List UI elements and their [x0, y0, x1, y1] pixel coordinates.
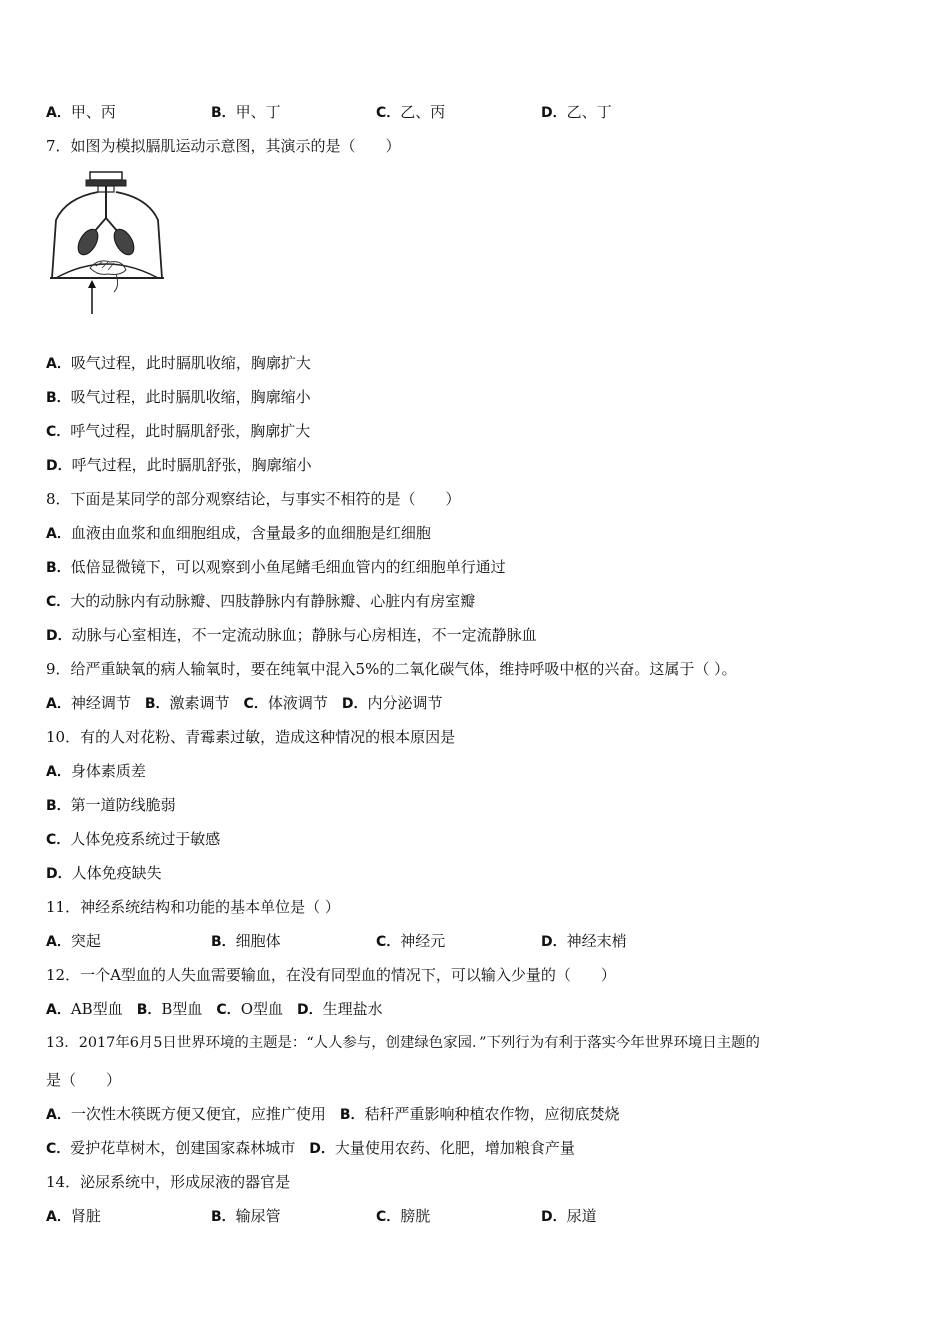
q14-option-a: A．肾脏	[46, 1207, 101, 1225]
q14-options	[46, 1206, 706, 1227]
q6-option-c: C．乙、丙	[376, 103, 446, 121]
q7-option-b: B．吸气过程，此时膈肌收缩，胸廓缩小	[46, 388, 311, 406]
q7-stem: 7．如图为模拟膈肌运动示意图，其演示的是（ ）	[46, 137, 401, 155]
q7-option-a: A．吸气过程，此时膈肌收缩，胸廓扩大	[46, 354, 311, 372]
q9-options	[46, 693, 442, 714]
q14-option-b: B．输尿管	[211, 1207, 281, 1225]
q7-option-d: D．呼气过程，此时膈肌舒张，胸廓缩小	[46, 456, 312, 474]
q12-option-c: C．O型血	[216, 1000, 283, 1018]
q8-option-a: A．血液由血浆和血细胞组成，含量最多的血细胞是红细胞	[46, 524, 431, 542]
q11-option-b: B．细胞体	[211, 932, 281, 950]
q14-option-c: C．膀胱	[376, 1207, 431, 1225]
q9-option-c: C．体液调节	[243, 694, 328, 712]
q12-option-d: D．生理盐水	[297, 1000, 383, 1018]
q8-option-c: C．大的动脉内有动脉瓣、四肢静脉内有静脉瓣、心脏内有房室瓣	[46, 592, 476, 610]
q12-options	[46, 999, 383, 1020]
q11-option-a: A．突起	[46, 932, 101, 950]
q14-stem: 14．泌尿系统中，形成尿液的器官是	[46, 1173, 291, 1191]
q10-option-a: A．身体素质差	[46, 762, 146, 780]
q12-option-a: A．AB型血	[46, 1000, 123, 1018]
q13-option-b: B．秸秆严重影响种植农作物，应彻底焚烧	[339, 1105, 620, 1123]
q7-option-c: C．呼气过程，此时膈肌舒张，胸廓扩大	[46, 422, 311, 440]
q13-options-ab	[46, 1104, 620, 1125]
q9-stem: 9．给严重缺氧的病人输氧时，要在纯氧中混入5%的二氧化碳气体，维持呼吸中枢的兴奋。这属于（ ）。	[46, 660, 737, 678]
q9-option-b: B．激素调节	[144, 694, 230, 712]
q12-option-b: B．B型血	[136, 1000, 203, 1018]
q13-option-a: A．一次性木筷既方便又便宜，应推广使用	[46, 1105, 326, 1123]
q6-option-a: A．甲、丙	[46, 103, 116, 121]
q11-option-c: C．神经元	[376, 932, 446, 950]
q14-option-d: D．尿道	[541, 1207, 597, 1225]
q6-option-d: D．乙、丁	[541, 103, 612, 121]
q13-stem-line2: 是（ ）	[46, 1071, 122, 1089]
q6-options	[46, 102, 706, 123]
q9-option-d: D．内分泌调节	[341, 694, 443, 712]
q8-stem: 8．下面是某同学的部分观察结论，与事实不相符的是（ ）	[46, 490, 461, 508]
q8-option-d: D．动脉与心室相连，不一定流动脉血；静脉与心房相连，不一定流静脉血	[46, 626, 537, 644]
q10-option-d: D．人体免疫缺失	[46, 864, 162, 882]
bell-jar-diaphragm-model-icon	[46, 170, 168, 320]
q13-option-c: C．爱护花草树木，创建国家森林城市	[46, 1139, 296, 1157]
q11-stem: 11．神经系统结构和功能的基本单位是（ ）	[46, 898, 340, 916]
q13-options-cd	[46, 1138, 575, 1159]
q10-option-c: C．人体免疫系统过于敏感	[46, 830, 221, 848]
q6-option-b: B．甲、丁	[211, 103, 281, 121]
q10-stem: 10．有的人对花粉、青霉素过敏，造成这种情况的根本原因是	[46, 728, 456, 746]
q10-option-b: B．第一道防线脆弱	[46, 796, 176, 814]
q11-options	[46, 931, 706, 952]
q9-option-a: A．神经调节	[46, 694, 131, 712]
q13-option-d: D．大量使用农药、化肥，增加粮食产量	[309, 1139, 575, 1157]
q8-option-b: B．低倍显微镜下，可以观察到小鱼尾鳍毛细血管内的红细胞单行通过	[46, 558, 506, 576]
q11-option-d: D．神经末梢	[541, 932, 627, 950]
q12-stem: 12．一个A型血的人失血需要输血，在没有同型血的情况下，可以输入少量的（ ）	[46, 966, 616, 984]
q13-stem-line1: 13．2017年6月5日世界环境的主题是：“人人参与，创建绿色家园．”下列行为有利于落实今年世界环境日主题的	[46, 1035, 760, 1051]
